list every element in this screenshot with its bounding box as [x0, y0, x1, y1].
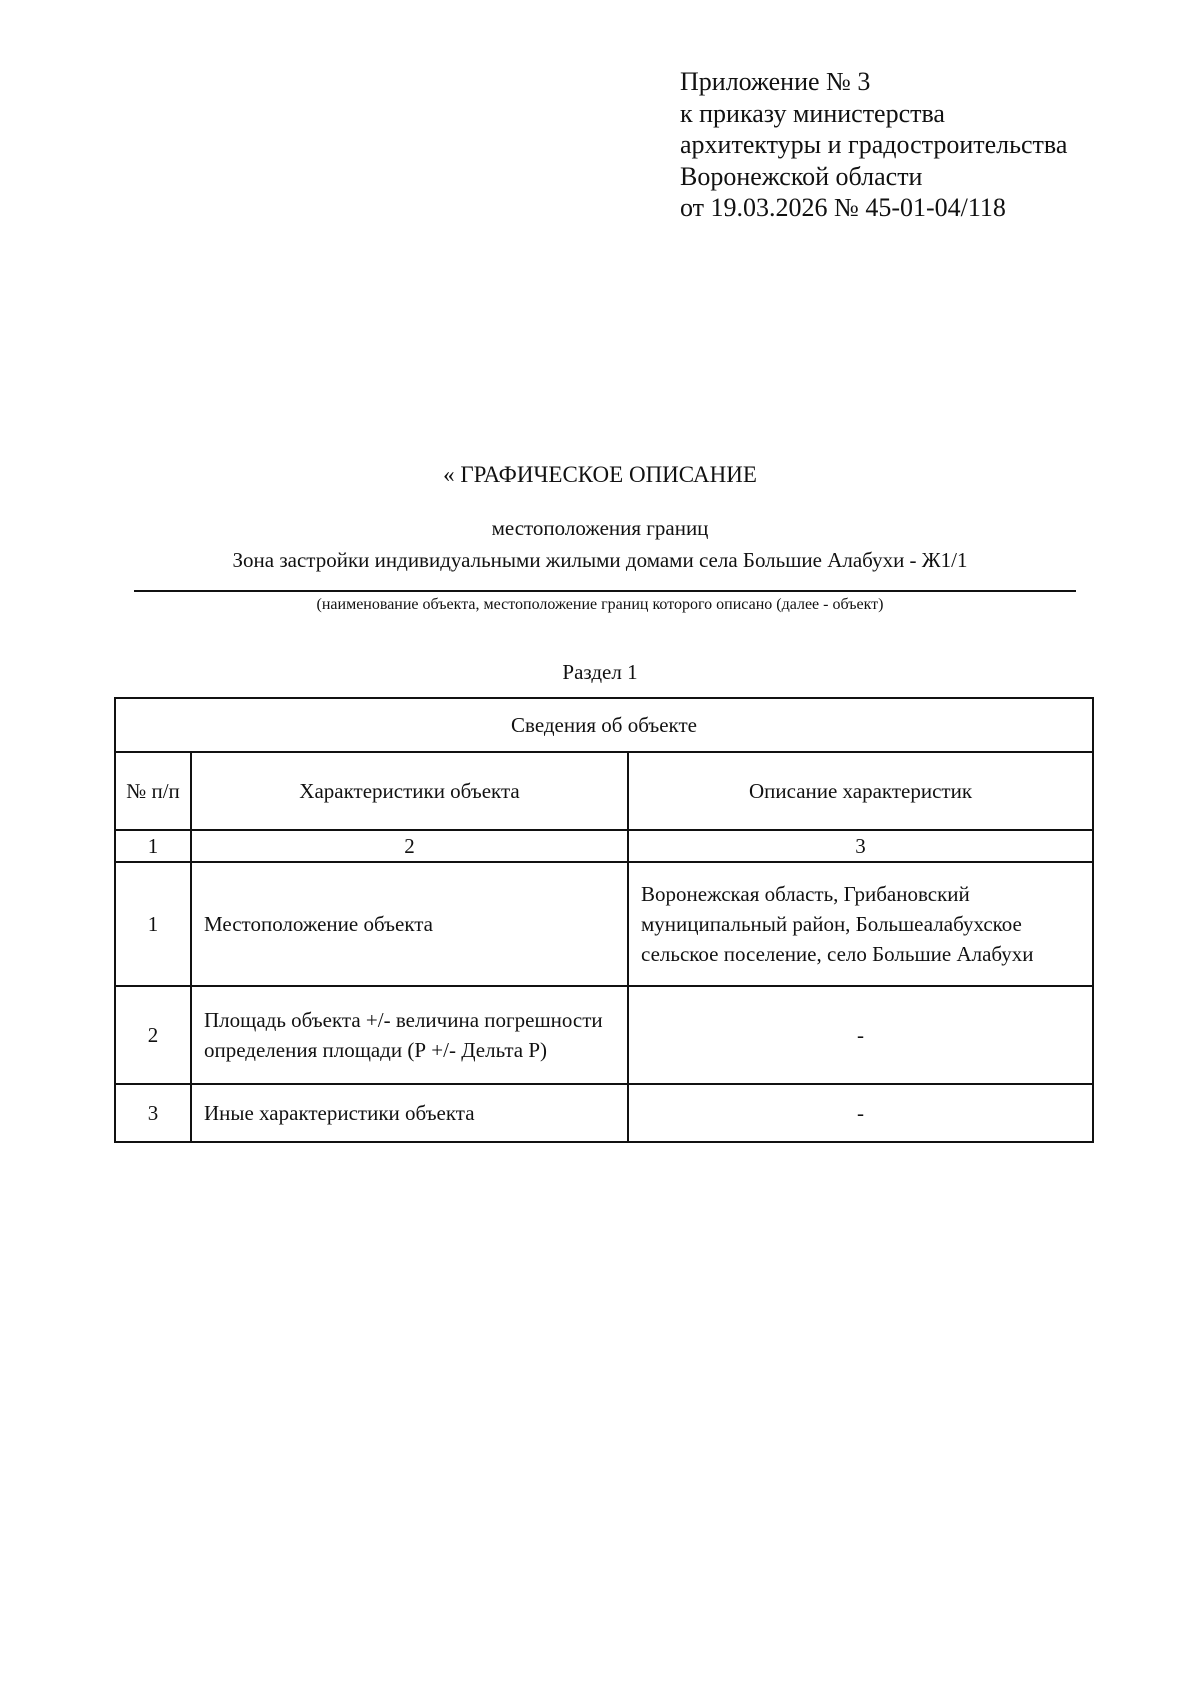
col-header-description: Описание характеристик: [628, 752, 1093, 830]
row-description: -: [628, 1084, 1093, 1142]
row-number: 3: [115, 1084, 191, 1142]
table-caption: Сведения об объекте: [115, 698, 1093, 752]
row-number: 1: [115, 862, 191, 986]
col-header-characteristic: Характеристики объекта: [191, 752, 628, 830]
document-title: « ГРАФИЧЕСКОЕ ОПИСАНИЕ: [443, 462, 757, 487]
col-header-num: № п/п: [115, 752, 191, 830]
row-characteristic: Площадь объекта +/- величина погрешности определения площади (Р +/- Дельта Р): [191, 986, 628, 1084]
row-description: -: [628, 986, 1093, 1084]
header-line: архитектуры и градостроительства: [680, 130, 1068, 159]
appendix-header: [680, 66, 1067, 224]
object-name: Зона застройки индивидуальными жилыми домами села Большие Алабухи - Ж1/1: [232, 548, 968, 572]
table-row: [115, 1084, 1093, 1142]
header-line: к приказу министерства: [680, 98, 945, 128]
header-line: от 19.03.2026 № 45-01-04/118: [680, 193, 1006, 222]
section-label: Раздел 1: [562, 660, 638, 684]
underline-rule: [134, 590, 1076, 592]
document-subtitle: местоположения границ: [491, 516, 709, 540]
row-number: 2: [115, 986, 191, 1084]
col-index: 1: [115, 830, 191, 862]
row-characteristic: Иные характеристики объекта: [191, 1084, 628, 1142]
header-line: Приложение № 3: [680, 67, 871, 96]
table-row: [115, 862, 1093, 986]
row-description: Воронежская область, Грибановский муниципальный район, Большеалабухское сельское поселение, село Большие Алабухи: [628, 862, 1093, 986]
object-name-caption: (наименование объекта, местоположение границ которого описано (далее - объект): [316, 596, 884, 613]
row-characteristic: Местоположение объекта: [191, 862, 628, 986]
col-index: 3: [628, 830, 1093, 862]
col-index: 2: [191, 830, 628, 862]
table-row: [115, 986, 1093, 1084]
header-line: Воронежской области: [680, 161, 923, 191]
object-info-table: [114, 697, 1094, 1143]
